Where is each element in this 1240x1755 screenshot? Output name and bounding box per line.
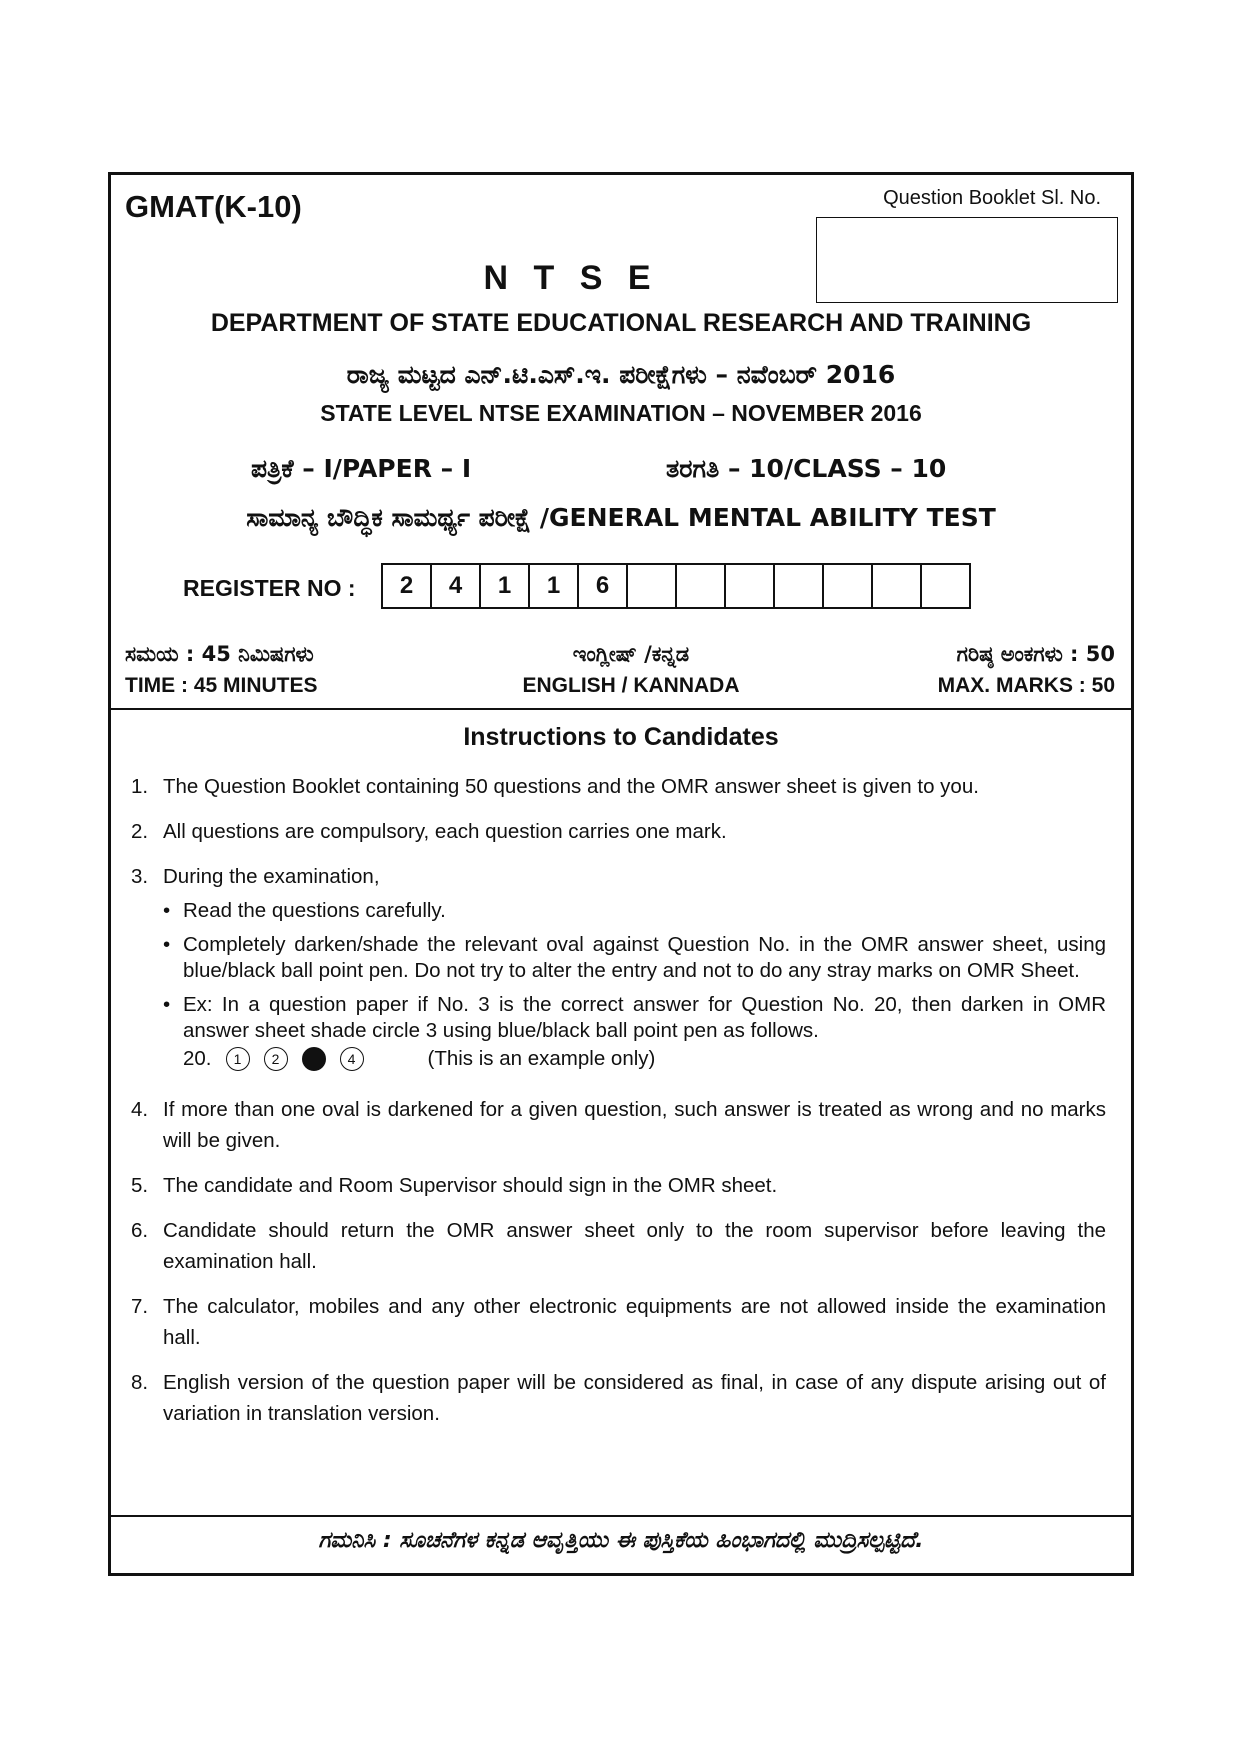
max-marks-kannada: ಗರಿಷ್ಠ ಅಂಕಗಳು : 50 [956,642,1115,666]
register-digit-cell[interactable]: 1 [479,563,530,609]
instruction-item [131,1170,1106,1201]
exam-title: N T S E [483,259,659,297]
register-digit-cell[interactable]: 4 [430,563,481,609]
language-english: ENGLISH / KANNADA [522,674,740,697]
booklet-serial-label: Question Booklet Sl. No. [883,187,1101,209]
instruction-item [131,1367,1106,1429]
exam-name-english: STATE LEVEL NTSE EXAMINATION – NOVEMBER 2016 [320,400,922,426]
sub-bullet-text: Ex: In a question paper if No. 3 is the correct answer for Question No. 20, then darken in OMR answer sheet shade circle 3 using blue/black ball point pen as follows. [183,993,1106,1042]
paper-number: ಪತ್ರಿಕೆ – I/PAPER – I [251,454,472,483]
max-marks-english: MAX. MARKS : 50 [937,674,1115,697]
instruction-text: Candidate should return the OMR answer sheet only to the room supervisor before leaving the examination hall. [163,1219,1106,1273]
instruction-item [131,816,1106,847]
divider-bottom [111,1515,1131,1517]
sub-bullet-body [183,992,1106,1072]
sub-bullet-text: Completely darken/shade the relevant oval against Question No. in the OMR answer sheet, using blue/black ball point pen. Do not try to alter the entry and not to do any stray marks on OMR Sheet. [183,933,1106,982]
register-digit-cell[interactable] [675,563,726,609]
instruction-number: 8. [131,1371,149,1394]
instruction-sub-bullets [163,898,1106,1072]
bullet-icon: • [163,899,171,922]
instruction-number: 6. [131,1219,149,1242]
time-english: TIME : 45 MINUTES [125,674,318,697]
department-name: DEPARTMENT OF STATE EDUCATIONAL RESEARCH AND TRAINING [210,309,1032,337]
kannada-version-note: ಗಮನಿಸಿ : ಸೂಚನೆಗಳ ಕನ್ನಡ ಆವೃತ್ತಿಯು ಈ ಪುಸ್ತಿಕೆಯ ಹಿಂಭಾಗದಲ್ಲಿ ಮುದ್ರಿಸಲ್ಪಟ್ಟಿದೆ. [318,1528,924,1553]
instructions-heading: Instructions to Candidates [463,723,779,751]
instruction-item [131,771,1106,802]
option-circle-icon: 2 [264,1047,288,1071]
instruction-text: During the examination, [163,865,380,888]
instruction-text: The candidate and Room Supervisor should sign in the OMR sheet. [163,1174,778,1197]
language-kannada: ಇಂಗ್ಲೀಷ್ /ಕನ್ನಡ [572,642,690,666]
register-number-grid [383,563,971,609]
instruction-number: 2. [131,820,149,843]
instruction-text: English version of the question paper will be considered as final, in case of any dispute arising out of variation in translation version. [163,1371,1106,1425]
bullet-icon: • [163,933,171,956]
sub-bullet [163,932,1106,984]
exam-name-kannada: ರಾಜ್ಯ ಮಟ್ಟದ ಎನ್.ಟಿ.ಎಸ್.ಇ. ಪರೀಕ್ಷೆಗಳು – ನವೆಂಬರ್ 2016 [346,360,896,389]
register-digit-cell[interactable] [822,563,873,609]
register-number-label: REGISTER NO : [183,575,356,601]
instruction-item [131,1291,1106,1353]
example-question-number: 20. [183,1047,212,1070]
instruction-item [131,861,1106,1080]
option-circle-icon: 4 [340,1047,364,1071]
register-digit-cell[interactable] [773,563,824,609]
instruction-text: If more than one oval is darkened for a given question, such answer is treated as wrong and no marks will be given. [163,1098,1106,1152]
register-digit-cell[interactable]: 2 [381,563,432,609]
instruction-item [131,1094,1106,1156]
sub-bullet [163,898,1106,924]
time-kannada: ಸಮಯ : 45 ನಿಮಿಷಗಳು [125,642,314,666]
sub-bullet [163,992,1106,1072]
paper-code: GMAT(K-10) [125,189,302,224]
instruction-text: The Question Booklet containing 50 questions and the OMR answer sheet is given to you. [163,775,979,798]
question-booklet-cover [108,172,1134,1576]
option-circle-icon: 1 [226,1047,250,1071]
test-name: ಸಾಮಾನ್ಯ ಬೌದ್ಧಿಕ ಸಾಮರ್ಥ್ಯ ಪರೀಕ್ಷೆ /GENERAL MENTAL ABILITY TEST [246,503,996,532]
instruction-body [163,861,1106,1080]
instruction-text: All questions are compulsory, each question carries one mark. [163,820,727,843]
divider-top [111,708,1131,710]
instruction-number: 7. [131,1295,149,1318]
filled-option-circle-icon [302,1047,326,1071]
instruction-text: The calculator, mobiles and any other electronic equipments are not allowed inside the examination hall. [163,1295,1106,1349]
instruction-number: 5. [131,1174,149,1197]
instruction-number: 1. [131,775,149,798]
register-digit-cell[interactable] [920,563,971,609]
instruction-number: 4. [131,1098,149,1121]
register-digit-cell[interactable]: 6 [577,563,628,609]
register-digit-cell[interactable] [871,563,922,609]
register-digit-cell[interactable] [626,563,677,609]
class-number: ತರಗತಿ – 10/CLASS – 10 [666,454,947,483]
instruction-item [131,1215,1106,1277]
bullet-icon: • [163,993,171,1016]
example-note: (This is an example only) [427,1047,656,1070]
register-digit-cell[interactable]: 1 [528,563,579,609]
instructions-list [131,771,1106,1443]
register-digit-cell[interactable] [724,563,775,609]
instruction-number: 3. [131,865,149,888]
omr-example [183,1046,1106,1072]
sub-bullet-text: Read the questions carefully. [183,899,446,922]
